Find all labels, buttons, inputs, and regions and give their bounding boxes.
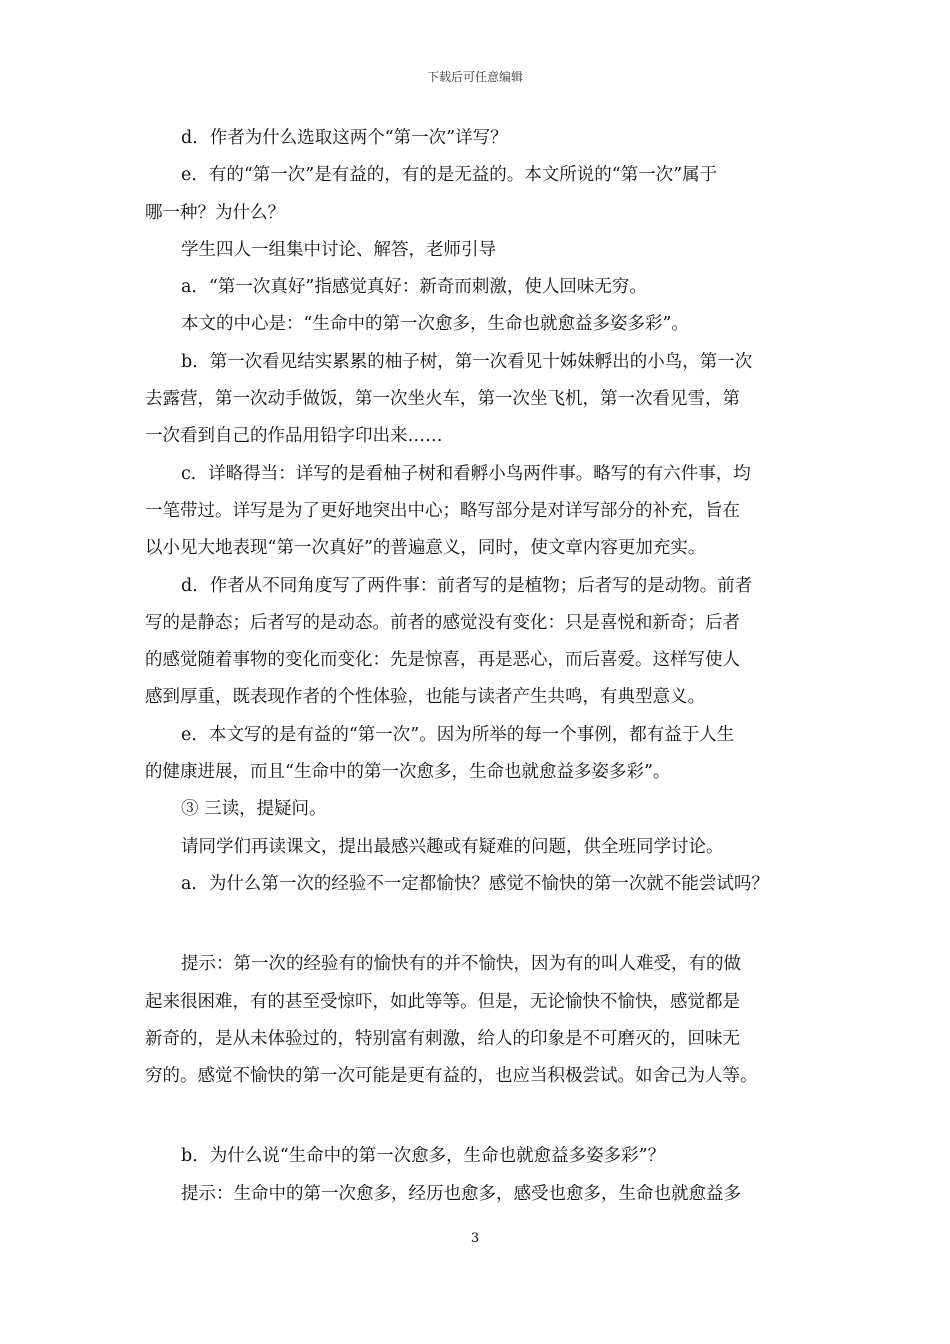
text-line: 一笔带过。详写是为了更好地突出中心；略写部分是对详写部分的补充，旨在: [145, 500, 740, 521]
page-header: 下载后可任意编辑: [426, 70, 523, 84]
text-line: d．作者为什么选取这两个“第一次”详写？: [181, 128, 508, 148]
paragraph-gap: [145, 1095, 810, 1138]
text-line: 写的是静态；后者写的是动态。前者的感觉没有变化：只是喜悦和新奇；后者: [145, 612, 740, 633]
text-line: 提示：第一次的经验有的愉快有的并不愉快，因为有的叫人难受，有的做: [181, 954, 741, 975]
text-line: 去露营，第一次动手做饭，第一次坐火车，第一次坐飞机，第一次看见雪，第: [145, 389, 740, 410]
text-line: 请同学们再读课文，提出最感兴趣或有疑难的问题，供全班同学讨论。: [181, 836, 724, 857]
text-line: 感到厚重，既表现作者的个性体验，也能与读者产生共鸣，有典型意义。: [145, 687, 705, 708]
text-line: 本文的中心是：“生命中的第一次愈多，生命也就愈益多姿多彩”。: [181, 314, 689, 335]
text-line: c．详略得当：详写的是看柚子树和看孵小鸟两件事。略写的有六件事，均: [181, 463, 751, 484]
page-number: 3: [470, 1231, 480, 1246]
text-line: e．有的“第一次”是有益的，有的是无益的。本文所说的“第一次”属于: [181, 165, 718, 186]
text-line: 起来很困难，有的甚至受惊吓，如此等等。但是，无论愉快不愉快，感觉都是: [145, 991, 740, 1012]
text-line: 穷的。感觉不愉快的第一次可能是更有益的，也应当积极尝试。如舍己为人等。: [145, 1066, 758, 1087]
text-line: 一次看到自己的作品用铅字印出来……: [145, 426, 443, 447]
text-line: 新奇的，是从未体验过的，特别富有刺激，给人的印象是不可磨灭的，回味无: [145, 1028, 740, 1049]
text-line: 以小见大地表现“第一次真好”的普遍意义，同时，使文章内容更加充实。: [145, 538, 706, 559]
text-line: d．作者从不同角度写了两件事：前者写的是植物；后者写的是动物。前者: [181, 575, 753, 596]
text-line: 哪一种？为什么？: [145, 202, 285, 223]
text-line: a．为什么第一次的经验不一定都愉快？感觉不愉快的第一次就不能尝试吗？: [181, 873, 769, 894]
text-line: 学生四人一组集中讨论、解答，老师引导: [181, 239, 496, 260]
text-line: 的感觉随着事物的变化而变化：先是惊喜，再是恶心，而后喜爱。这样写使人: [145, 650, 740, 671]
text-line: 提示：生命中的第一次愈多，经历也愈多，感受也愈多，生命也就愈益多: [181, 1183, 741, 1204]
text-line: b．为什么说“生命中的第一次愈多，生命也就愈益多姿多彩”？: [181, 1146, 666, 1167]
text-line: a．“第一次真好”指感觉真好：新奇而刺激，使人回味无穷。: [181, 277, 647, 298]
text-line: 的健康进展，而且“生命中的第一次愈多，生命也就愈益多姿多彩”。: [145, 762, 671, 783]
paragraph-gap: [145, 903, 810, 946]
text-line: ③ 三读，提疑问。: [181, 799, 327, 820]
text-line: b．第一次看见结实累累的柚子树，第一次看见十姊妹孵出的小鸟，第一次: [181, 351, 753, 372]
text-line: e．本文写的是有益的“第一次”。因为所举的每一个事例，都有益于人生: [181, 724, 735, 745]
document-body: [145, 120, 810, 1213]
